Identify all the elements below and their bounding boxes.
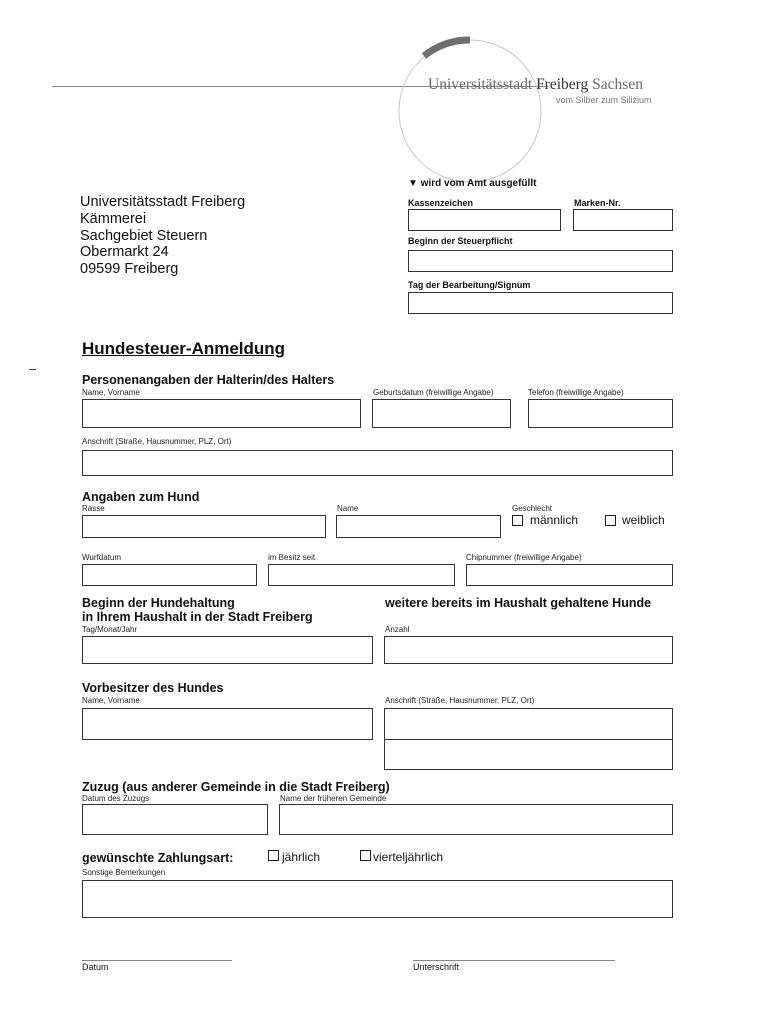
anzahl-field[interactable] bbox=[384, 636, 673, 664]
geburtsdatum-label: Geburtsdatum (freiwillige Angabe) bbox=[373, 388, 494, 397]
address-line-2: Kämmerei bbox=[80, 210, 147, 227]
weitere-hunde-heading: weitere bereits im Haushalt gehaltene Hunde bbox=[385, 596, 652, 610]
beginn-date-field[interactable] bbox=[82, 636, 373, 664]
fruehere-gemeinde-field[interactable] bbox=[279, 804, 673, 835]
halter-anschrift-field[interactable] bbox=[82, 450, 673, 476]
telefon-field[interactable] bbox=[528, 399, 673, 428]
logo-tagline: vom Silber zum Silizium bbox=[556, 95, 652, 105]
kassenzeichen-label: Kassenzeichen bbox=[408, 198, 474, 208]
bemerkungen-label: Sonstige Bemerkungen bbox=[82, 868, 166, 877]
office-use-note: ▼ wird vom Amt ausgefüllt bbox=[408, 178, 537, 189]
jaehrlich-checkbox[interactable] bbox=[268, 850, 279, 861]
weiblich-checkbox[interactable] bbox=[605, 515, 616, 526]
recipient-address bbox=[80, 194, 245, 278]
geburtsdatum-field[interactable] bbox=[372, 399, 511, 428]
vorbesitzer-name-field[interactable] bbox=[82, 708, 373, 740]
weiblich-label: weiblich bbox=[622, 513, 665, 527]
logo-name-region: Sachsen bbox=[592, 76, 643, 93]
address-line-3: Sachgebiet Steuern bbox=[80, 227, 208, 244]
unterschrift-label: Unterschrift bbox=[413, 962, 460, 972]
city-logo bbox=[395, 30, 695, 190]
vorbesitzer-anschrift-field-2[interactable] bbox=[384, 739, 673, 770]
beginn-date-label: Tag/Monat/Jahr bbox=[82, 625, 138, 634]
fruehere-gemeinde-label: Name der früheren Gemeinde bbox=[280, 794, 387, 803]
hund-name-label: Name bbox=[337, 504, 359, 513]
address-line-5: 09599 Freiberg bbox=[80, 261, 179, 278]
rasse-field[interactable] bbox=[82, 515, 326, 538]
hund-name-field[interactable] bbox=[336, 515, 501, 538]
logo-circle-graphic bbox=[395, 30, 545, 190]
hund-heading: Angaben zum Hund bbox=[82, 490, 200, 504]
halter-heading: Personenangaben der Halterin/des Halters bbox=[82, 373, 335, 387]
vorbesitzer-name-label: Name, Vorname bbox=[82, 696, 140, 705]
rasse-label: Rasse bbox=[82, 504, 105, 513]
vorbesitzer-anschrift-label: Anschrift (Straße, Hausnummer, PLZ, Ort) bbox=[385, 696, 535, 705]
tag-bearbeitung-field[interactable] bbox=[408, 292, 673, 314]
jaehrlich-label: jährlich bbox=[282, 850, 321, 864]
vierteljaehrlich-label: vierteljährlich bbox=[373, 850, 444, 864]
vierteljaehrlich-checkbox[interactable] bbox=[360, 850, 371, 861]
chipnummer-field[interactable] bbox=[466, 564, 673, 586]
besitz-seit-label: im Besitz seit bbox=[268, 553, 316, 562]
anzahl-label: Anzahl bbox=[385, 625, 410, 634]
wurfdatum-field[interactable] bbox=[82, 564, 257, 586]
form-title: Hundesteuer-Anmeldung bbox=[82, 339, 286, 358]
telefon-label: Telefon (freiwillige Angabe) bbox=[528, 388, 624, 397]
unterschrift-signature-line bbox=[413, 960, 615, 961]
fold-mark bbox=[29, 369, 36, 370]
address-line-4: Obermarkt 24 bbox=[80, 244, 169, 261]
datum-signature-line bbox=[82, 960, 232, 961]
geschlecht-label: Geschlecht bbox=[512, 504, 553, 513]
maennlich-checkbox[interactable] bbox=[512, 515, 523, 526]
marken-nr-field[interactable] bbox=[573, 209, 673, 231]
wurfdatum-label: Wurfdatum bbox=[82, 553, 121, 562]
maennlich-label: männlich bbox=[530, 513, 579, 527]
besitz-seit-field[interactable] bbox=[268, 564, 455, 586]
halter-name-label: Name, Vorname bbox=[82, 388, 140, 397]
halter-anschrift-label: Anschrift (Straße, Hausnummer, PLZ, Ort) bbox=[82, 437, 232, 446]
address-line-1: Universitätsstadt Freiberg bbox=[80, 194, 246, 210]
vorbesitzer-heading: Vorbesitzer des Hundes bbox=[82, 681, 224, 695]
zuzug-datum-label: Datum des Zuzugs bbox=[82, 794, 150, 803]
zuzug-datum-field[interactable] bbox=[82, 804, 268, 835]
chipnummer-label: Chipnummer (freiwillige Angabe) bbox=[466, 553, 582, 562]
beginn-heading-line-2: in Ihrem Haushalt in der Stadt Freiberg bbox=[82, 610, 313, 624]
zuzug-heading: Zuzug (aus anderer Gemeinde in die Stadt Freiberg) bbox=[82, 780, 390, 794]
datum-label: Datum bbox=[82, 962, 109, 972]
logo-name-bold: Freiberg bbox=[536, 76, 589, 93]
halter-name-field[interactable] bbox=[82, 399, 361, 428]
tag-bearbeitung-label: Tag der Bearbeitung/Signum bbox=[408, 280, 531, 290]
logo-name-light: Universitätsstadt bbox=[428, 76, 533, 93]
logo-wordmark bbox=[428, 76, 643, 94]
beginn-heading-line-1: Beginn der Hundehaltung bbox=[82, 596, 235, 610]
kassenzeichen-field[interactable] bbox=[408, 209, 561, 231]
marken-nr-label: Marken-Nr. bbox=[574, 198, 621, 208]
bemerkungen-field[interactable] bbox=[82, 880, 673, 918]
beginn-steuerpflicht-label: Beginn der Steuerpflicht bbox=[408, 236, 513, 246]
beginn-steuerpflicht-field[interactable] bbox=[408, 250, 673, 272]
zahlungsart-heading: gewünschte Zahlungsart: bbox=[82, 851, 234, 865]
vorbesitzer-anschrift-field-1[interactable] bbox=[384, 708, 673, 740]
